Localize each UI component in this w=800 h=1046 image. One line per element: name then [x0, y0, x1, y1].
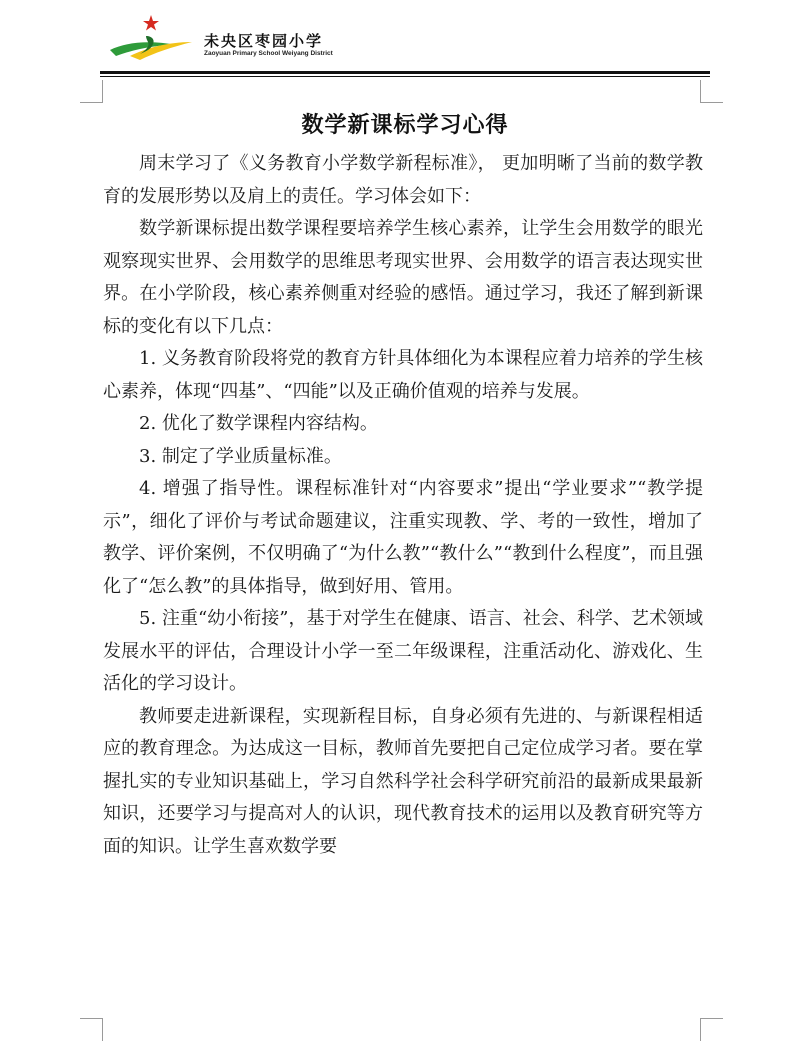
- school-logo-icon: [106, 12, 196, 68]
- page-header: [100, 10, 710, 76]
- school-name-en: Zaoyuan Primary School Weiyang District: [204, 50, 333, 57]
- header-divider-thin: [100, 76, 710, 77]
- paragraph: 4. 增强了指导性。课程标准针对“内容要求”提出“学业要求”“教学提示”，细化了评价与考试命题建议，注重实现教、学、考的一致性，增加了教学、评价案例，不仅明确了“为什么教”“教什么”“教到什么程度”，而且强化了“怎么教”的具体指导，做到好用、管用。: [103, 478, 703, 597]
- paragraph: 1. 义务教育阶段将党的教育方针具体细化为本课程应着力培养的学生核心素养，体现“四基”、“四能”以及正确价值观的培养与发展。: [103, 348, 703, 402]
- paragraph: 3. 制定了学业质量标准。: [139, 445, 342, 467]
- document-title: 数学新课标学习心得: [301, 113, 509, 138]
- paragraph: 教师要走进新课程，实现新程目标，自身必须有先进的、与新课程相适应的教育理念。为达成这一目标，教师首先要把自己定位成学习者。要在掌握扎实的专业知识基础上，学习自然科学社会科学研究前沿的最新成果最新知识，还要学习与提高对人的认识，现代教育技术的运用以及教育研究等方面的知识。让学生喜欢数学要: [103, 705, 703, 857]
- paragraph: 2. 优化了数学课程内容结构。: [139, 413, 378, 434]
- crop-mark-bottom-left: [80, 1018, 103, 1041]
- paragraph: 5. 注重“幼小衔接”，基于对学生在健康、语言、社会、科学、艺术领域发展水平的评估，合理设计小学一至二年级课程，注重活动化、游戏化、生活化的学习设计。: [103, 608, 703, 694]
- header-divider-thick: [100, 71, 710, 74]
- paragraph: 数学新课标提出数学课程要培养学生核心素养，让学生会用数学的眼光观察现实世界、会用数学的思维思考现实世界、会用数学的语言表达现实世界。在小学阶段，核心素养侧重对经验的感悟。通过学习，我还了解到新课标的变化有以下几点：: [103, 218, 703, 337]
- crop-mark-top-right: [700, 80, 723, 103]
- crop-mark-bottom-right: [700, 1018, 723, 1041]
- document-body: [103, 148, 703, 863]
- paragraph: 周末学习了《义务教育小学数学新程标准》， 更加明晰了当前的数学教育的发展形势以及肩上的责任。学习体会如下：: [103, 153, 703, 207]
- crop-mark-top-left: [80, 80, 103, 103]
- school-name: 未央区枣园小学: [204, 32, 324, 50]
